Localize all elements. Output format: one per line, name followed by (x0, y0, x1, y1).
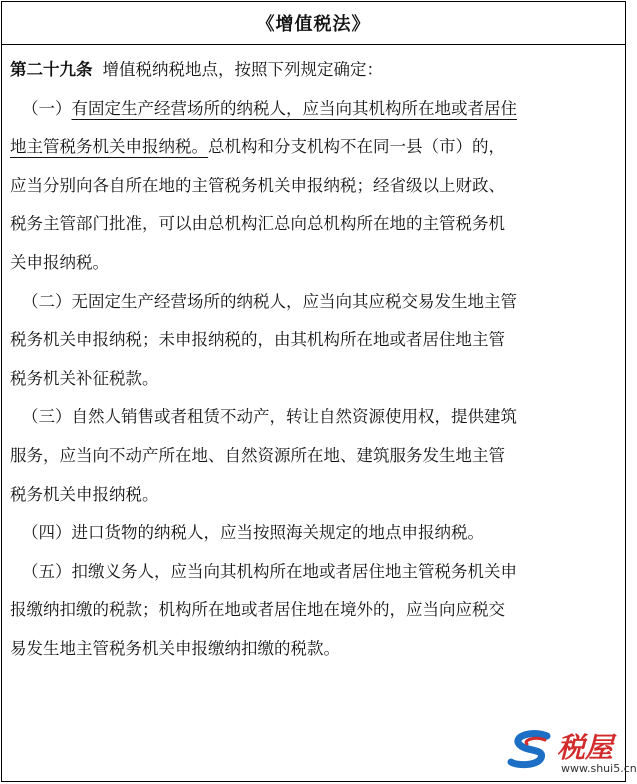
text-line: 税务主管部门批准，可以由总机构汇总向总机构所在地的主管税务机 (10, 214, 505, 234)
text-line: （三）自然人销售或者租赁不动产，转让自然资源使用权，提供建筑 (22, 407, 517, 427)
text-line: 关申报纳税。 (10, 252, 109, 272)
underlined-text: 有固定生产经营场所的纳税人，应当向其机构所在地或者居住 (71, 98, 517, 118)
text-line: （二）无固定生产经营场所的纳税人，应当向其应税交易发生地主管 (22, 291, 517, 311)
watermark-brand: 税屋 (557, 731, 614, 764)
text-segment: 总机构和分支机构不在同一县（市）的， (208, 137, 505, 157)
text-line (10, 128, 617, 167)
underlined-text: 地主管税务机关申报纳税。 (10, 137, 208, 157)
text-line: 应当分别向各自所在地的主管税务机关申报纳税；经省级以上财政、 (10, 175, 505, 195)
text-line: 易发生地主管税务机关申报缴纳扣缴的税款。 (10, 638, 340, 658)
title-row (2, 2, 625, 45)
article-number: 第二十九条 (10, 60, 93, 79)
text-line: （四）进口货物的纳税人，应当按照海关规定的地点申报纳税。 (22, 523, 484, 543)
article-heading-line (10, 51, 617, 90)
article-content (2, 45, 625, 669)
text-line: 服务，应当向不动产所在地、自然资源所在地、建筑服务发生地主管 (10, 445, 505, 465)
text-line: （五）扣缴义务人，应当向其机构所在地或者居住地主管税务机关申 (22, 561, 517, 581)
text-line: 税务机关申报纳税；未申报纳税的，由其机构所在地或者居住地主管 (10, 330, 505, 350)
text-line: 税务机关补征税款。 (10, 368, 159, 388)
document-title: 《增值税法》 (256, 14, 371, 35)
clause-number: （一） (22, 98, 72, 118)
text-line (10, 90, 617, 129)
watermark-url: www.shui5.cn (561, 762, 637, 775)
watermark-logo (507, 726, 637, 780)
document-frame (1, 1, 626, 782)
text-line: 税务机关申报纳税。 (10, 484, 159, 504)
article-heading: 增值税纳税地点，按照下列规定确定： (102, 60, 383, 79)
swoosh-logo-icon (507, 730, 555, 770)
text-line: 报缴纳扣缴的税款；机构所在地或者居住地在境外的，应当向应税交 (10, 600, 505, 620)
